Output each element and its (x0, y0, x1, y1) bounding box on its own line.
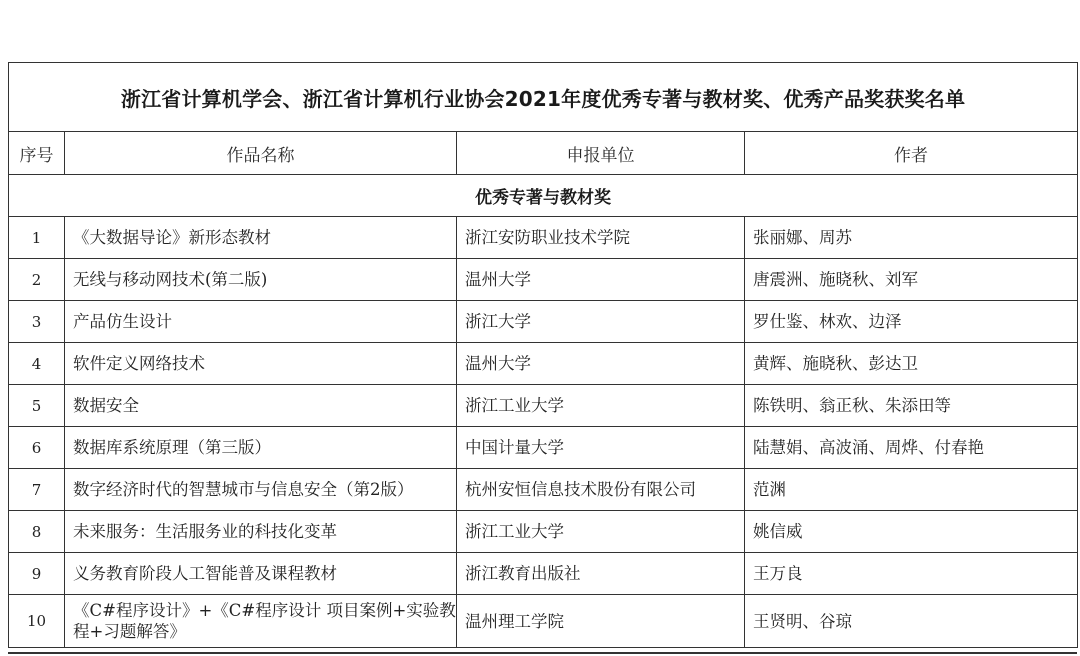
row-work: 产品仿生设计 (65, 301, 457, 343)
award-table (8, 62, 1078, 648)
row-work: 软件定义网络技术 (65, 343, 457, 385)
row-author: 王贤明、谷琼 (745, 595, 1078, 648)
table-row (9, 595, 1078, 648)
table-row (9, 385, 1078, 427)
row-unit: 中国计量大学 (457, 427, 745, 469)
table-row (9, 343, 1078, 385)
row-index: 6 (9, 427, 65, 469)
row-index: 9 (9, 553, 65, 595)
row-author: 张丽娜、周苏 (745, 217, 1078, 259)
table-row (9, 469, 1078, 511)
row-unit: 杭州安恒信息技术股份有限公司 (457, 469, 745, 511)
row-unit: 浙江安防职业技术学院 (457, 217, 745, 259)
table-row (9, 427, 1078, 469)
row-unit: 浙江教育出版社 (457, 553, 745, 595)
title-row (9, 63, 1078, 132)
row-index: 5 (9, 385, 65, 427)
header-author: 作者 (745, 132, 1078, 175)
row-unit: 温州理工学院 (457, 595, 745, 648)
row-work: 数据库系统原理（第三版） (65, 427, 457, 469)
header-index: 序号 (9, 132, 65, 175)
row-index: 10 (9, 595, 65, 648)
row-work: 《大数据导论》新形态教材 (65, 217, 457, 259)
row-work: 未来服务：生活服务业的科技化变革 (65, 511, 457, 553)
row-work: 数字经济时代的智慧城市与信息安全（第2版） (65, 469, 457, 511)
row-index: 7 (9, 469, 65, 511)
row-work: 义务教育阶段人工智能普及课程教材 (65, 553, 457, 595)
table-title: 浙江省计算机学会、浙江省计算机行业协会2021年度优秀专著与教材奖、优秀产品奖获奖名单 (9, 63, 1078, 132)
row-author: 王万良 (745, 553, 1078, 595)
row-author: 范渊 (745, 469, 1078, 511)
row-author: 陆慧娟、高波涌、周烨、付春艳 (745, 427, 1078, 469)
row-unit: 浙江工业大学 (457, 511, 745, 553)
row-unit: 温州大学 (457, 259, 745, 301)
row-work: 无线与移动网技术(第二版) (65, 259, 457, 301)
row-author: 罗仕鉴、林欢、边泽 (745, 301, 1078, 343)
row-unit: 浙江大学 (457, 301, 745, 343)
row-index: 2 (9, 259, 65, 301)
table-row (9, 259, 1078, 301)
row-author: 唐震洲、施晓秋、刘军 (745, 259, 1078, 301)
row-author: 姚信威 (745, 511, 1078, 553)
header-row (9, 132, 1078, 175)
header-unit: 申报单位 (457, 132, 745, 175)
table-row (9, 301, 1078, 343)
section-row (9, 175, 1078, 217)
row-unit: 浙江工业大学 (457, 385, 745, 427)
table-row (9, 553, 1078, 595)
award-table-body (9, 63, 1078, 648)
table-bottom-border (8, 652, 1077, 654)
row-index: 8 (9, 511, 65, 553)
section-title: 优秀专著与教材奖 (9, 175, 1078, 217)
table-row (9, 217, 1078, 259)
row-index: 4 (9, 343, 65, 385)
header-work: 作品名称 (65, 132, 457, 175)
row-work: 数据安全 (65, 385, 457, 427)
row-index: 3 (9, 301, 65, 343)
row-author: 陈铁明、翁正秋、朱添田等 (745, 385, 1078, 427)
row-author: 黄辉、施晓秋、彭达卫 (745, 343, 1078, 385)
row-index: 1 (9, 217, 65, 259)
table-row (9, 511, 1078, 553)
row-work: 《C#程序设计》+《C#程序设计 项目案例+实验教程+习题解答》 (65, 595, 457, 648)
row-unit: 温州大学 (457, 343, 745, 385)
